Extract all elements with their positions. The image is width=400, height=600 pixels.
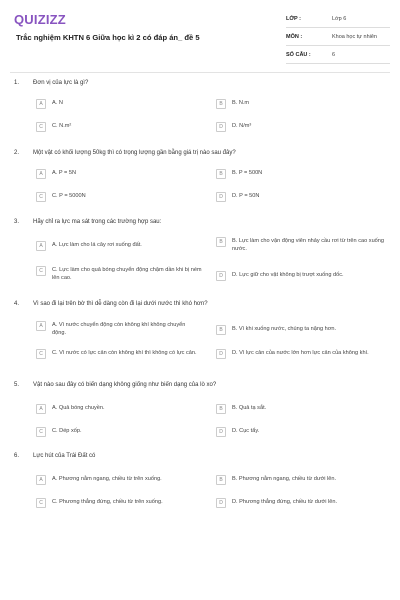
question-text: Lực hút của Trái Đất có: [33, 453, 96, 459]
option-letter: D: [216, 498, 226, 508]
option-text: B. Lực làm cho vận động viên nhảy cầu rơi từ trên cao xuống nước.: [232, 238, 385, 252]
option-letter: A: [36, 475, 46, 485]
option-letter: B: [216, 169, 226, 179]
question-text: Một vật có khối lượng 50kg thì có trọng lượng gần bằng giá trị nào sau đây?: [33, 150, 236, 156]
option-letter: C: [36, 427, 46, 437]
question-text: Vì sao đi lại trên bờ thì dễ dàng còn đi lại dưới nước thì khó hơn?: [33, 301, 208, 307]
option-letter: C: [36, 498, 46, 508]
option-d[interactable]: [216, 271, 388, 281]
header-divider: [10, 72, 390, 73]
question-text: Đơn vị của lực là gì?: [33, 80, 89, 86]
option-d[interactable]: [216, 498, 388, 508]
option-letter: D: [216, 192, 226, 202]
option-text: C. Phương thẳng đứng, chiều từ trên xuống.: [52, 499, 163, 505]
option-text: D. Phương thẳng đứng, chiều từ dưới lên.: [232, 499, 338, 505]
option-text: B. Vì khi xuống nước, chúng ta nặng hơn.: [232, 326, 337, 332]
meta-row-question-count: [286, 46, 390, 64]
option-letter: C: [36, 122, 46, 132]
question-number: 1.: [14, 80, 20, 86]
option-text: A. Phương nằm ngang, chiều từ trên xuống.: [52, 476, 162, 482]
option-d[interactable]: [216, 192, 386, 202]
question-text: Hãy chỉ ra lực ma sát trong các trường hợp sau:: [33, 219, 162, 225]
option-a[interactable]: [36, 99, 196, 109]
option-letter: D: [216, 427, 226, 437]
option-text: C. Vì nước có lực cản còn không khí thì không có lực cản.: [52, 350, 197, 356]
option-letter: D: [216, 349, 226, 359]
option-letter: B: [216, 475, 226, 485]
meta-table: [286, 10, 390, 64]
meta-label: MÔN :: [286, 33, 303, 40]
question-number: 2.: [14, 150, 20, 156]
option-letter: C: [36, 349, 46, 359]
option-c[interactable]: [36, 349, 204, 359]
option-text: C. Lực làm cho quả bóng chuyển động chậm dần khi bị ném lên cao.: [52, 267, 202, 281]
option-text: D. N/m³: [232, 123, 252, 129]
worksheet-header: [0, 0, 400, 72]
option-text: B. Phương nằm ngang, chiều từ dưới lên.: [232, 476, 337, 482]
question-number: 6.: [14, 453, 20, 459]
option-c[interactable]: [36, 122, 196, 132]
option-letter: A: [36, 321, 46, 331]
option-letter: A: [36, 99, 46, 109]
option-b[interactable]: [216, 237, 388, 253]
option-text: D. P = 50N: [232, 193, 260, 199]
question-number: 4.: [14, 301, 20, 307]
option-a[interactable]: [36, 404, 196, 414]
option-letter: A: [36, 404, 46, 414]
option-d[interactable]: [216, 349, 388, 359]
option-letter: D: [216, 271, 226, 281]
option-text: A. Lực làm cho lá cây rơi xuống đất.: [52, 242, 142, 248]
option-letter: C: [36, 192, 46, 202]
question-number: 3.: [14, 219, 20, 225]
option-a[interactable]: [36, 241, 208, 251]
option-d[interactable]: [216, 122, 386, 132]
option-letter: A: [36, 169, 46, 179]
question-text: Vật nào sau đây có biến dạng không giống như biến dạng của lò xo?: [33, 382, 217, 388]
option-letter: C: [36, 266, 46, 276]
option-text: A. Vì nước chuyển động còn không khí không chuyển động.: [52, 322, 186, 336]
option-text: C. N.m²: [52, 123, 72, 129]
option-b[interactable]: [216, 475, 388, 485]
option-letter: B: [216, 99, 226, 109]
question-number: 5.: [14, 382, 20, 388]
option-text: D. Cục tẩy.: [232, 428, 260, 434]
option-c[interactable]: [36, 427, 196, 437]
meta-label: SỐ CÂU :: [286, 51, 311, 58]
option-letter: A: [36, 241, 46, 251]
option-text: B. P = 500N: [232, 170, 263, 176]
option-b[interactable]: [216, 169, 386, 179]
option-a[interactable]: [36, 475, 208, 485]
option-text: C. P = 5000N: [52, 193, 86, 199]
option-d[interactable]: [216, 427, 386, 437]
option-text: B. N.m: [232, 100, 250, 106]
option-text: C. Dép xốp.: [52, 428, 82, 434]
option-b[interactable]: [216, 99, 386, 109]
option-b[interactable]: [216, 325, 388, 335]
worksheet-title: Trắc nghiệm KHTN 6 Giữa học kì 2 có đáp án_ đề 5: [16, 33, 200, 42]
meta-value: Lớp 6: [332, 15, 347, 22]
option-letter: B: [216, 237, 226, 247]
meta-label: LỚP :: [286, 15, 301, 22]
quizizz-logo: QUIZIZZ: [14, 12, 66, 27]
option-c[interactable]: [36, 498, 208, 508]
option-letter: B: [216, 325, 226, 335]
meta-row-subject: [286, 28, 390, 46]
option-text: B. Quả tạ sắt.: [232, 405, 267, 411]
meta-value: 6: [332, 51, 336, 58]
meta-row-class: [286, 10, 390, 28]
option-text: A. N: [52, 100, 63, 106]
option-text: D. Lực giữ cho vật không bị trượt xuống dốc.: [232, 272, 344, 278]
option-text: A. P = 5N: [52, 170, 76, 176]
option-a[interactable]: [36, 321, 200, 337]
option-letter: B: [216, 404, 226, 414]
option-letter: D: [216, 122, 226, 132]
option-c[interactable]: [36, 192, 196, 202]
option-text: D. Vì lực cản của nước lớn hơn lực cản của không khí.: [232, 350, 369, 356]
option-text: A. Quả bóng chuyền.: [52, 405, 105, 411]
option-b[interactable]: [216, 404, 386, 414]
option-c[interactable]: [36, 266, 208, 282]
meta-value: Khoa học tự nhiên: [332, 33, 377, 40]
option-a[interactable]: [36, 169, 196, 179]
